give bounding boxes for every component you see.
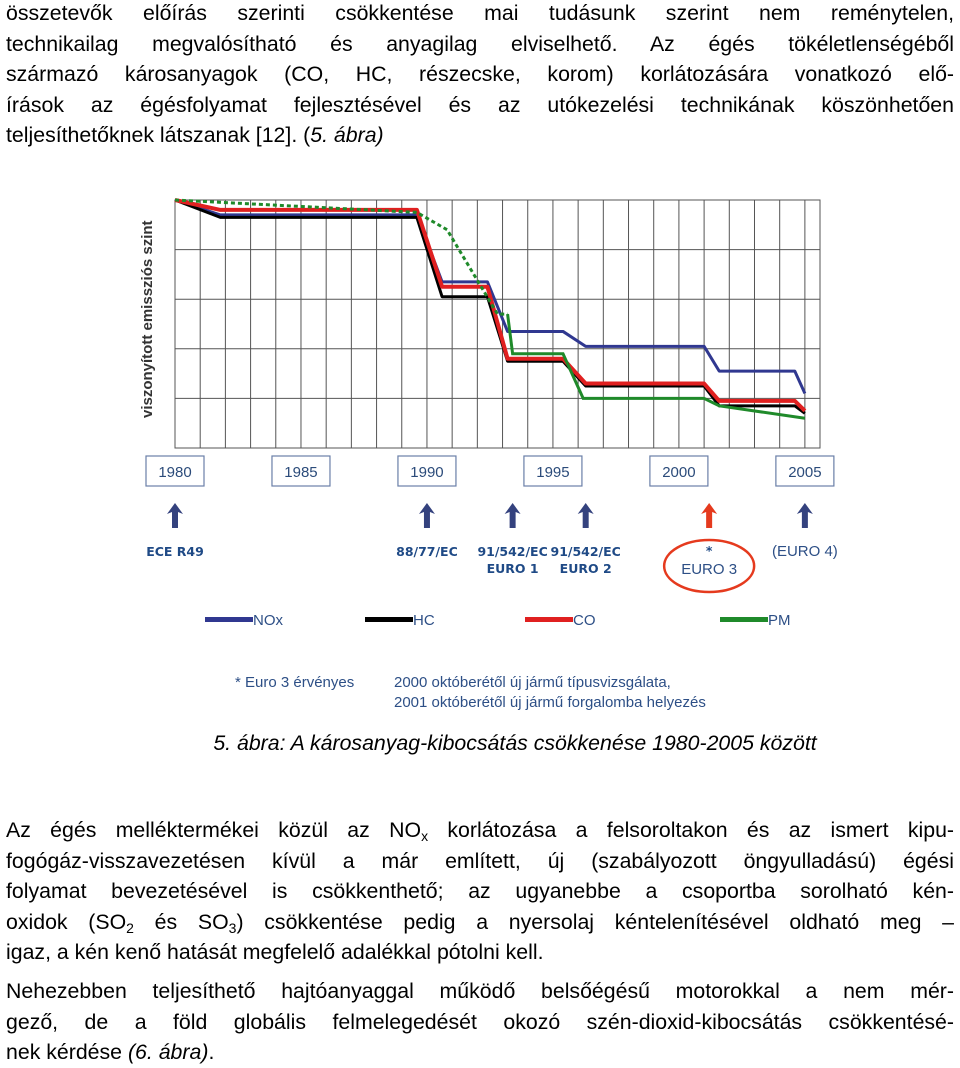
regulation-arrow-icon: [797, 503, 813, 528]
text-segment: teljesíthetőknek látszanak [12]. (: [6, 123, 311, 147]
regulation-arrow-icon: [701, 503, 717, 528]
euro3-note: [235, 674, 706, 711]
text-segment: Az égés melléktermékei közül az NO: [6, 818, 422, 842]
text-line: fogógáz-visszavezetésen kívül a már említett, új (szabályozott öngyulladású) égési: [6, 848, 954, 873]
milestone-label: 91/542/EC: [477, 544, 548, 559]
legend-swatch: [205, 617, 253, 622]
text-segment: .: [208, 1040, 215, 1064]
note-line-1: 2000 októberétől új jármű típusvizsgálata,: [394, 674, 671, 691]
note-line-2: 2001 októberétől új jármű forgalomba helyezés: [394, 694, 706, 711]
year-axis: [146, 456, 834, 486]
legend-label: CO: [573, 612, 596, 629]
text-line: folyamat bevezetésével is csökkenthető; az ugyanebbe a csoportba sorolható kén-: [6, 879, 954, 903]
text-line: Nehezebben teljesíthető hajtóanyaggal működő belsőégésű motorokkal a nem mér-: [6, 979, 954, 1003]
note-star: * Euro 3 érvényes: [235, 674, 355, 691]
text-line: [6, 907, 954, 938]
figure-caption: 5. ábra: A károsanyag-kibocsátás csökkenése 1980-2005 között: [213, 731, 817, 755]
milestone-label: EURO 3: [681, 561, 738, 578]
milestone-label: *: [705, 543, 713, 558]
text-segment: nek kérdése: [6, 1040, 128, 1064]
text-line: gező, de a föld globális felmelegedését okozó szén-dioxid-kibocsátás csökkentésé-: [6, 1009, 954, 1034]
legend-swatch: [365, 617, 413, 622]
subscript: 3: [228, 919, 237, 936]
figure-reference: 5. ábra): [310, 123, 384, 147]
y-axis-label: viszonyított emissziós szint: [139, 220, 156, 418]
paragraph-co2: [6, 976, 954, 1068]
legend-label: HC: [413, 612, 435, 629]
text-line: írások az égésfolyamat fejlesztésével és az utókezelési technikának köszönhetően: [6, 92, 954, 117]
emission-chart: [130, 190, 860, 720]
figure-reference: (6. ábra): [127, 1040, 209, 1064]
text-segment: korlátozása a felsoroltakon és az ismert kipu-: [428, 818, 955, 842]
emission-chart-figure: [130, 190, 860, 720]
legend-label: NOx: [253, 612, 283, 629]
subscript: x: [421, 828, 429, 844]
text-line: igaz, a kén kenő hatását megfelelő adalékkal pótolni kell.: [6, 940, 544, 964]
paragraph-intro: [6, 0, 954, 151]
text-line: összetevők előírás szerinti csökkentése mai tudásunk szerint nem reménytelen,: [6, 1, 954, 25]
chart-legend: [205, 612, 791, 629]
text-segment: oxidok (SO: [6, 909, 127, 934]
regulation-arrow-icon: [578, 503, 594, 528]
milestone-label: 91/542/EC: [550, 544, 621, 559]
subscript: 2: [126, 919, 134, 936]
text-line: [6, 1037, 954, 1068]
regulation-arrow-icon: [167, 503, 183, 528]
legend-swatch: [525, 617, 573, 622]
milestone-label: (EURO 4): [771, 543, 838, 560]
text-segment: ) csökkentése pedig a nyersolaj kéntelenítésével oldható meg –: [236, 909, 954, 934]
year-tick-label: 1980: [158, 464, 192, 481]
regulation-arrow-icon: [505, 503, 521, 528]
regulation-milestones: [146, 503, 838, 592]
text-line: származó károsanyagok (CO, HC, részecske, korom) korlátozására vonatkozó elő-: [6, 62, 954, 86]
year-tick-label: 1985: [284, 464, 318, 481]
text-segment: és SO: [133, 909, 229, 934]
milestone-label: 88/77/EC: [396, 544, 458, 559]
milestone-label: ECE R49: [146, 544, 204, 559]
year-tick-label: 1995: [536, 464, 570, 481]
legend-label: PM: [768, 612, 791, 629]
milestone-label: EURO 2: [559, 561, 612, 576]
year-tick-label: 1990: [410, 464, 444, 481]
regulation-arrow-icon: [419, 503, 435, 528]
text-line: technikailag megvalósítható és anyagilag elviselhető. Az égés tökéletlenségéből: [6, 31, 954, 56]
year-tick-label: 2005: [788, 464, 822, 481]
legend-swatch: [720, 617, 768, 622]
text-line: [6, 815, 954, 846]
year-tick-label: 2000: [662, 464, 696, 481]
paragraph-byproducts: [6, 815, 954, 968]
text-line: [6, 120, 954, 151]
milestone-label: EURO 1: [486, 561, 539, 576]
